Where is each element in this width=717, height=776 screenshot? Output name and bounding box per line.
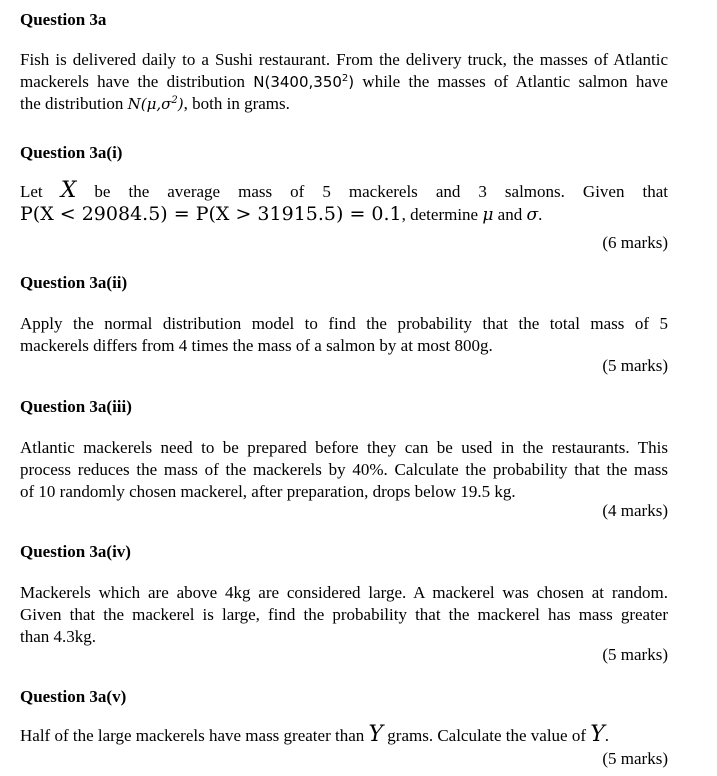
intro-paragraph	[20, 49, 668, 115]
salmon-distribution-close: )	[177, 95, 184, 113]
marks-3a-v: (5 marks)	[602, 749, 668, 768]
q3a-i-let: Let	[20, 182, 61, 201]
q3a-iv-line-1: Mackerels which are above 4kg are considered large. A mackerel was chosen at random.	[20, 583, 668, 602]
q3a-i-paragraph	[20, 180, 668, 226]
heading-3a-ii: Question 3a(ii)	[20, 273, 128, 292]
q3a-i-line-1	[20, 180, 668, 203]
var-mu: μ	[482, 205, 494, 225]
var-sigma: σ	[526, 205, 539, 225]
q3a-iv-line-3: than 4.3kg.	[20, 627, 97, 646]
q3a-iv-paragraph	[20, 582, 668, 648]
mackerel-distribution-close: )	[348, 73, 355, 91]
mackerel-distribution-exp: 2	[341, 73, 349, 84]
marks-3a-iv: (5 marks)	[602, 645, 668, 664]
probability-equation: P(X < 29084.5) = P(X > 31915.5) = 0.1	[20, 203, 402, 225]
heading-3a: Question 3a	[20, 10, 107, 29]
q3a-i-determine: , determine	[401, 205, 483, 224]
intro-line-2-text: mackerels have the distribution	[20, 72, 254, 91]
marks-3a-iii: (4 marks)	[602, 501, 668, 520]
heading-3a-i: Question 3a(i)	[20, 143, 123, 162]
q3a-iv-line-2: Given that the mackerel is large, find the probability that the mackerel has mass greater	[20, 605, 668, 624]
salmon-distribution-exp: 2	[171, 95, 178, 106]
intro-line-3-rest: , both in grams.	[183, 94, 290, 113]
q3a-v-paragraph	[20, 724, 668, 747]
q3a-v-text: Half of the large mackerels have mass greater than	[20, 726, 369, 745]
heading-3a-iii: Question 3a(iii)	[20, 397, 132, 416]
var-y-2: Y	[590, 722, 605, 747]
q3a-v-line-1	[20, 724, 668, 747]
q3a-ii-line-1: Apply the normal distribution model to find the probability that the total mass of 5	[20, 314, 668, 333]
intro-line-3-text: the distribution	[20, 94, 128, 113]
q3a-iii-line-3: of 10 randomly chosen mackerel, after preparation, drops below 19.5 kg.	[20, 482, 516, 501]
var-x: X	[60, 178, 77, 203]
heading-3a-v: Question 3a(v)	[20, 687, 127, 706]
intro-line-1: Fish is delivered daily to a Sushi restaurant. From the delivery truck, the masses of Atlantic	[20, 50, 668, 69]
q3a-iii-paragraph	[20, 437, 668, 503]
intro-line-2-rest: while the masses of Atlantic salmon have	[354, 72, 668, 91]
q3a-v-mid: grams. Calculate the value of	[383, 726, 591, 745]
intro-line-3	[20, 93, 668, 115]
q3a-iii-line-1: Atlantic mackerels need to be prepared before they can be used in the restaurants. This	[20, 438, 668, 457]
q3a-iii-line-2: process reduces the mass of the mackerels by 40%. Calculate the probability that the mass	[20, 460, 668, 479]
marks-3a-i: (6 marks)	[602, 233, 668, 252]
q3a-i-period: .	[538, 205, 543, 224]
q3a-i-line-1-rest: be the average mass of 5 mackerels and 3 salmons. Given that	[76, 182, 668, 201]
intro-line-2	[20, 71, 668, 93]
salmon-distribution	[128, 95, 184, 113]
q3a-v-period: .	[604, 726, 610, 745]
q3a-ii-paragraph	[20, 313, 668, 357]
q3a-i-and: and	[493, 205, 527, 224]
mackerel-distribution	[253, 73, 354, 91]
salmon-distribution-base: N(μ,σ	[127, 95, 172, 113]
q3a-i-line-2	[20, 203, 668, 226]
marks-3a-ii: (5 marks)	[602, 356, 668, 375]
heading-3a-iv: Question 3a(iv)	[20, 542, 131, 561]
var-y: Y	[368, 722, 384, 747]
mackerel-distribution-base: N(3400,350	[253, 73, 342, 91]
q3a-ii-line-2: mackerels differs from 4 times the mass of a salmon by at most 800g.	[20, 336, 493, 355]
